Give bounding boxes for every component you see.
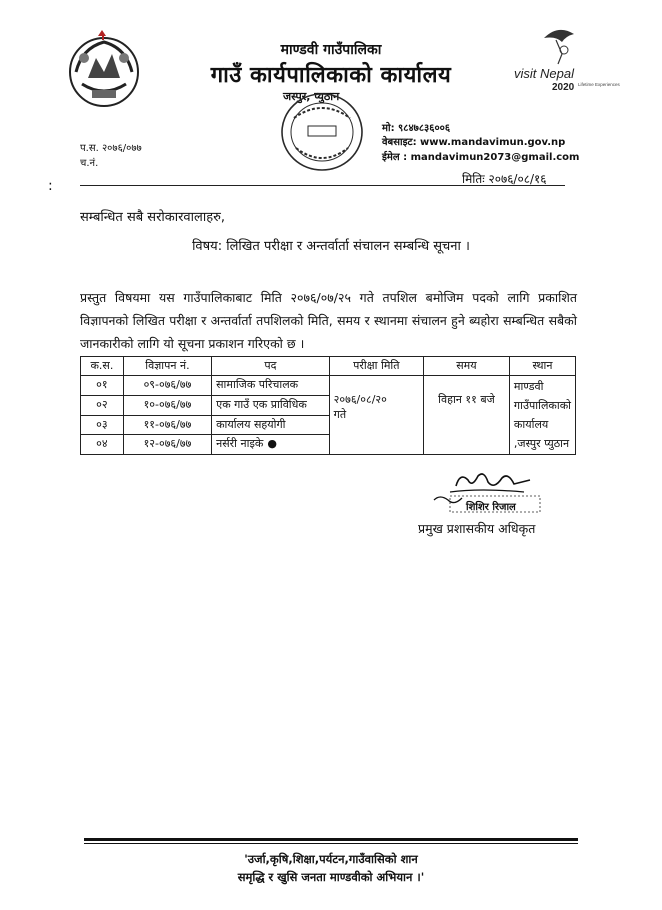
col-header-ad-no: विज्ञापन नं. [123,357,211,376]
footer-divider [84,838,578,841]
exam-schedule-table [80,356,576,455]
cell-sn: ०४ [81,435,124,455]
cell-post: एक गाउँ एक प्राविधिक [212,395,330,415]
contact-mobile: मो: ९८४७८३६००६ [382,123,451,134]
reference-number: प.स. २०७६/०७७ [80,143,142,154]
exam-date-value: २०७६/०८/२० [333,393,387,406]
signatory-name: शिशिर रिजाल [466,502,516,513]
footer-divider-thin [84,843,578,844]
col-header-time: समय [424,357,510,376]
cell-post: कार्यालय सहयोगी [212,415,330,435]
col-header-exam-date: परीक्षा मिति [329,357,423,376]
header-divider [80,185,565,186]
footer-slogan-line1: 'उर्जा,कृषि,शिक्षा,पर्यटन,गाउँवासिको शान [244,852,418,866]
cell-exam-date [329,376,423,455]
cell-sn: ०१ [81,376,124,396]
cell-venue: माण्डवी गाउँपालिकाको कार्यालय ,जस्पुर प्युठान [509,376,575,455]
cell-sn: ०३ [81,415,124,435]
cell-ad-no: १२-०७६/७७ [123,435,211,455]
org-name: माण्डवी गाउँपालिका [280,42,382,58]
office-name: गाउँ कार्यपालिकाको कार्यालय [210,63,452,88]
table-header-row [81,357,576,376]
col-header-sn: क.स. [81,357,124,376]
salutation: सम्बन्धित सबै सरोकारवालाहरु, [80,210,226,225]
cell-ad-no: १०-०७६/७७ [123,395,211,415]
table-row [81,376,576,396]
visit-tagline: Lifetime Experiences [578,82,620,87]
col-header-venue: स्थान [509,357,575,376]
letter-date: मितिः २०७६/०८/१६ [462,172,547,186]
cell-post: सामाजिक परिचालक [212,376,330,396]
cell-post [212,435,330,455]
office-address: जस्पुर, प्युठान [283,90,340,103]
body-paragraph: प्रस्तुत विषयमा यस गाउँपालिकाबाट मिति २०७६/०७/२५ गते तपशिल बमोजिम पदको लागि प्रकाशित विज्ञापनको लिखित परीक्षा र अन्तर्वार्ता तपशिलको मिति, समय र स्थानमा संचालन हुने ब्यहोरा सम्बन्धित सबैको जानकारीको लागि यो सूचना प्रकाशन गरिएको छ । [80,290,577,351]
visit-nepal-logo [512,20,620,100]
cell-post-text: नर्सरी नाइके [216,437,264,451]
cell-time: विहान ११ बजे [424,376,510,455]
subject-line: विषय: लिखित परीक्षा र अन्तर्वार्ता संचालन सम्बन्धि सूचना । [192,239,470,254]
footer-slogan-line2: समृद्धि र खुसि जनता माण्डवीको अभियान ।' [237,870,425,884]
cell-sn: ०२ [81,395,124,415]
col-header-post: पद [212,357,330,376]
dispatch-number: च.नं. [80,158,99,169]
signatory-title: प्रमुख प्रशासकीय अधिकृत [418,521,536,536]
signature-image [420,466,550,518]
cell-ad-no: ०९-०७६/७७ [123,376,211,396]
ink-blot-icon: ● [267,437,277,451]
contact-website: वेबसाइट: www.mandavimun.gov.np [382,137,566,148]
visit-year: 2020 [552,82,575,93]
exam-date-suffix: गते [333,408,347,421]
cell-ad-no: ११-०७६/७७ [123,415,211,435]
contact-email: ईमेल : mandavimun2073@gmail.com [382,152,580,163]
office-stamp-icon [274,88,370,176]
visit-text: visit Nepal [514,66,574,81]
margin-mark: : [48,178,53,194]
